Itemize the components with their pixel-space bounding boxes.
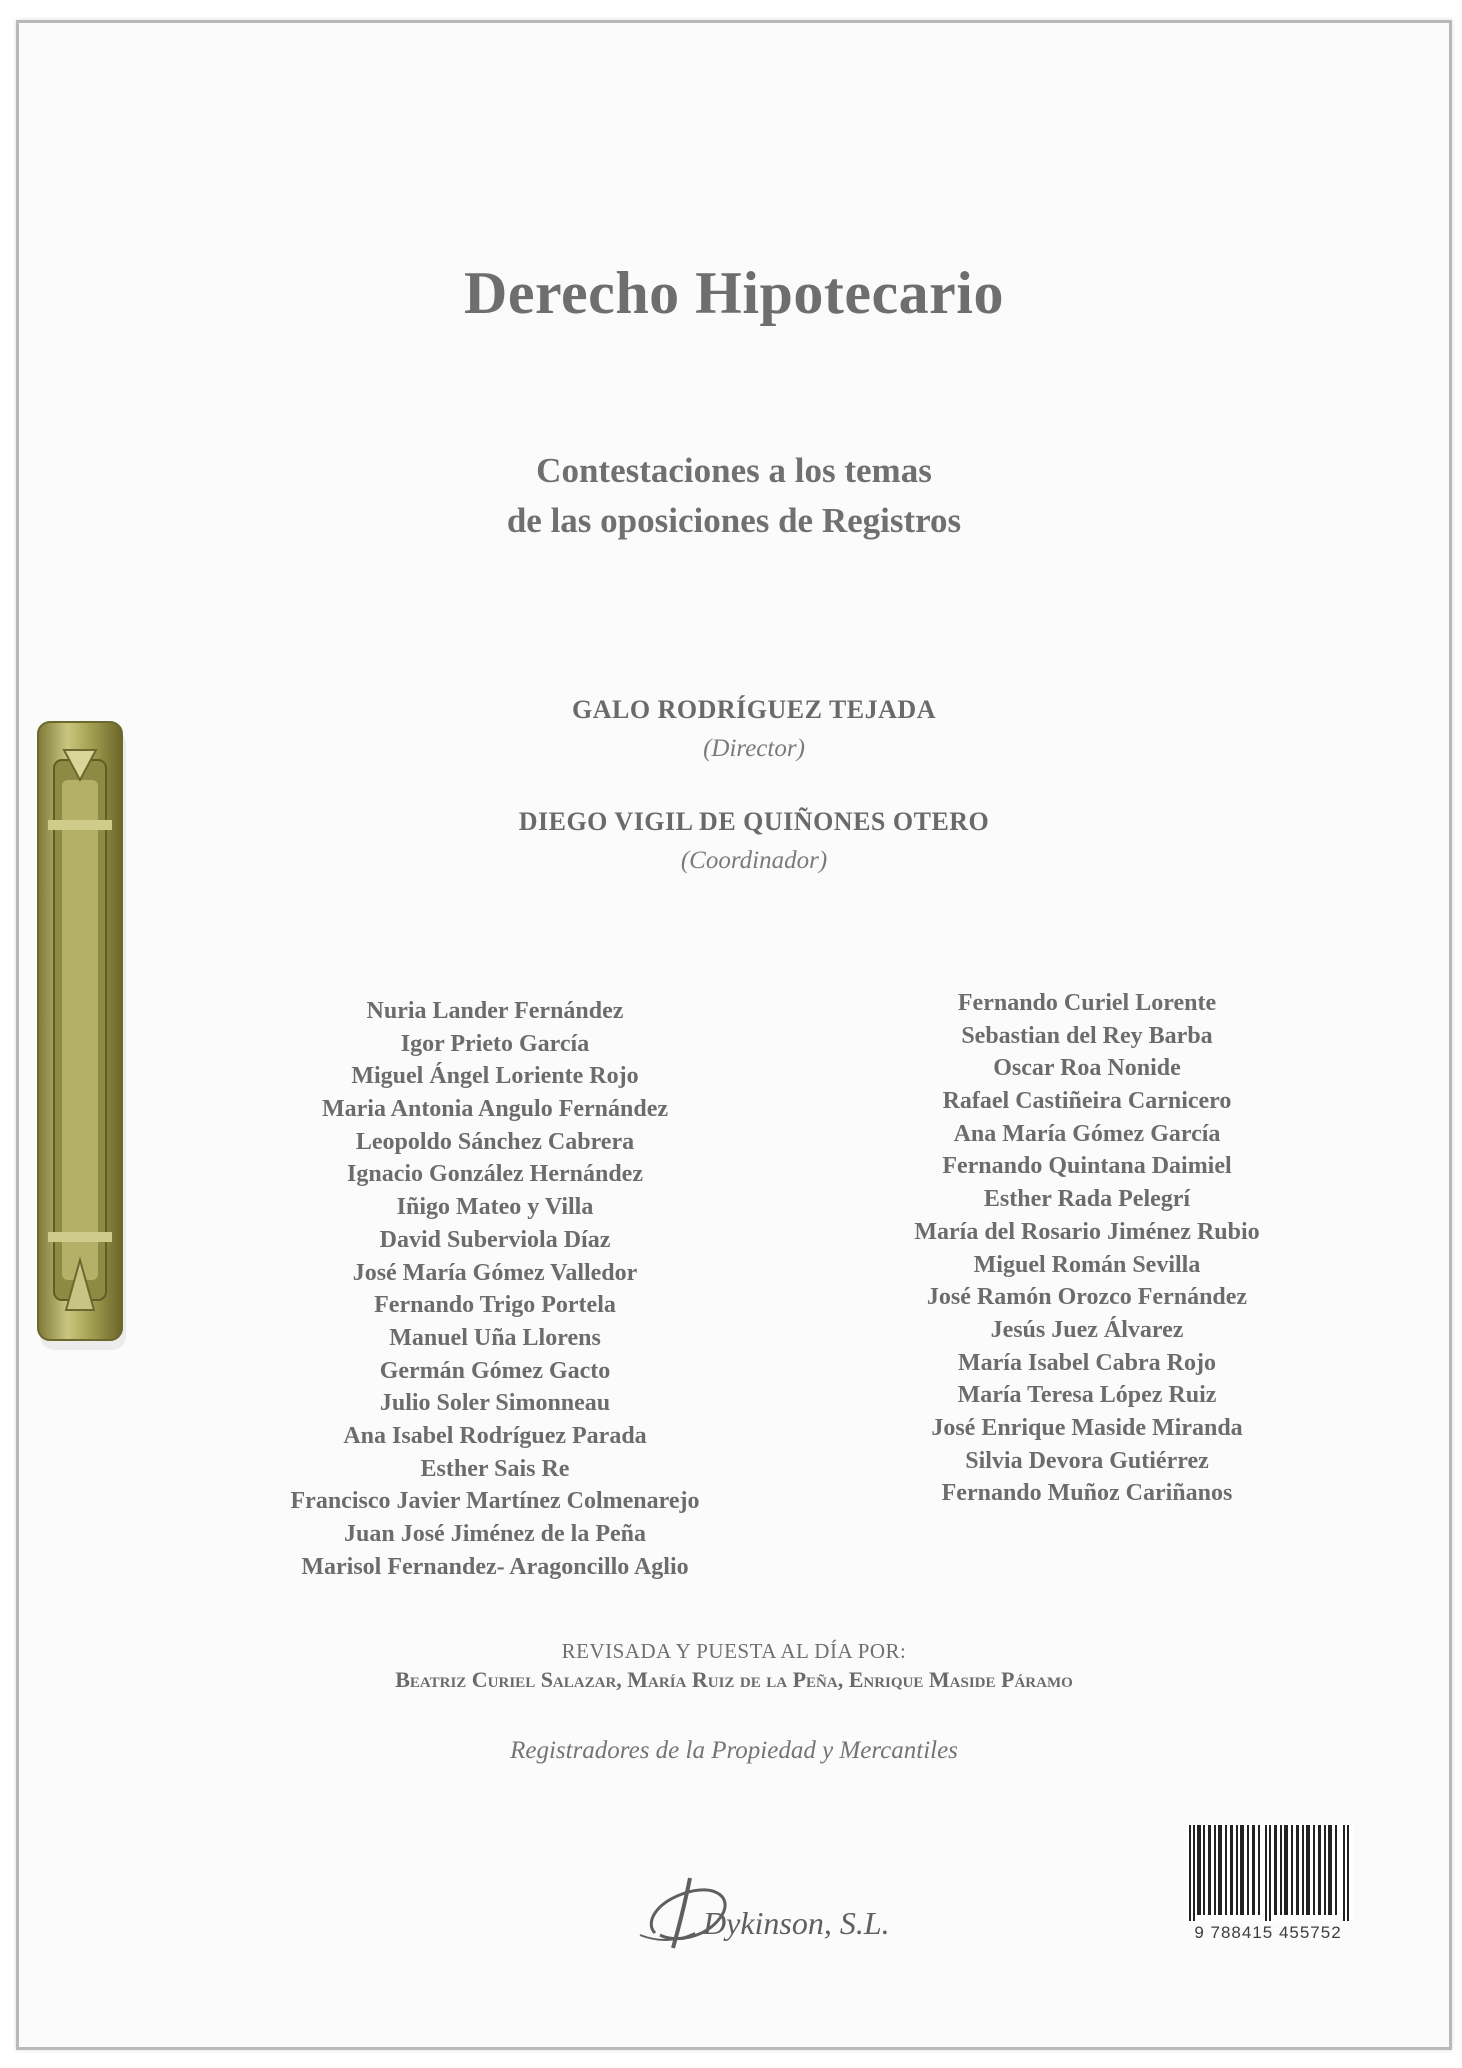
author-name: Maria Antonia Angulo Fernández xyxy=(321,1096,669,1123)
author-name: Rafael Castiñeira Carnicero xyxy=(942,1088,1232,1115)
barcode xyxy=(1173,1825,1363,1949)
author-name: Igor Prieto García xyxy=(400,1030,590,1057)
coordinator-role: (Coordinador) xyxy=(680,847,828,874)
binder-clip xyxy=(36,720,132,1360)
author-name: María del Rosario Jiménez Rubio xyxy=(914,1218,1260,1245)
author-name: Germán Gómez Gacto xyxy=(379,1357,611,1384)
author-name: Miguel Román Sevilla xyxy=(973,1251,1201,1278)
author-name: Iñigo Mateo y Villa xyxy=(396,1194,594,1221)
author-name: Fernando Trigo Portela xyxy=(374,1292,616,1319)
registrars-caption: Registradores de la Propiedad y Mercantiles xyxy=(510,1737,958,1764)
book-back-cover xyxy=(16,20,1452,2050)
authors-left-column xyxy=(215,995,775,1583)
revised-names: Beatriz Curiel Salazar, María Ruiz de la Peña, Enrique Maside Páramo xyxy=(395,1667,1073,1692)
author-name: Ana Isabel Rodríguez Parada xyxy=(343,1422,647,1449)
author-name: David Suberviola Díaz xyxy=(379,1226,611,1253)
author-name: Leopoldo Sánchez Cabrera xyxy=(355,1128,635,1155)
author-name: José Enrique Maside Miranda xyxy=(931,1414,1243,1441)
subtitle-line-1: Contestaciones a los temas xyxy=(536,451,932,490)
author-name: Jesús Juez Álvarez xyxy=(990,1316,1184,1343)
author-name: Esther Sais Re xyxy=(420,1455,570,1482)
author-name: Esther Rada Pelegrí xyxy=(983,1186,1191,1213)
author-name: María Isabel Cabra Rojo xyxy=(958,1349,1216,1376)
author-name: Oscar Roa Nonide xyxy=(993,1055,1181,1082)
author-name: Fernando Muñoz Cariñanos xyxy=(941,1480,1233,1507)
author-name: Juan José Jiménez de la Peña xyxy=(344,1521,646,1547)
subtitle-line-2: de las oposiciones de Registros xyxy=(506,501,962,540)
author-name: Fernando Curiel Lorente xyxy=(957,990,1217,1016)
authors-right-column xyxy=(807,987,1367,1510)
binder-clip-icon xyxy=(36,720,132,1360)
author-name: Sebastian del Rey Barba xyxy=(961,1022,1213,1049)
director-role: (Director) xyxy=(703,735,805,762)
author-name: Ana María Gómez García xyxy=(953,1120,1221,1147)
author-name: Manuel Uña Llorens xyxy=(389,1324,601,1351)
author-name: José María Gómez Valledor xyxy=(352,1259,638,1286)
publisher-name: Dykinson, S.L. xyxy=(703,1905,890,1941)
barcode-icon xyxy=(1187,1825,1353,1921)
author-name: Miguel Ángel Loriente Rojo xyxy=(351,1063,639,1090)
author-name: Fernando Quintana Daimiel xyxy=(942,1153,1232,1180)
author-name: Nuria Lander Fernández xyxy=(366,998,624,1024)
isbn-number: 9 788415 455752 xyxy=(1194,1923,1342,1942)
author-name: Ignacio González Hernández xyxy=(347,1161,643,1188)
author-name: Julio Soler Simonneau xyxy=(379,1390,611,1417)
author-name: Francisco Javier Martínez Colmenarejo xyxy=(290,1488,700,1515)
author-name: Silvia Devora Gutiérrez xyxy=(965,1447,1209,1474)
revised-label: REVISADA Y PUESTA AL DÍA POR: xyxy=(561,1639,907,1663)
publisher-logo xyxy=(635,1863,955,1963)
director-name: GALO RODRÍGUEZ TEJADA xyxy=(572,695,936,724)
author-name: José Ramón Orozco Fernández xyxy=(926,1284,1248,1311)
coordinator-name: DIEGO VIGIL DE QUIÑONES OTERO xyxy=(518,807,990,836)
book-title: Derecho Hipotecario xyxy=(464,260,1004,326)
author-name: Marisol Fernandez- Aragoncillo Aglio xyxy=(301,1553,689,1580)
author-name: María Teresa López Ruiz xyxy=(957,1382,1217,1409)
